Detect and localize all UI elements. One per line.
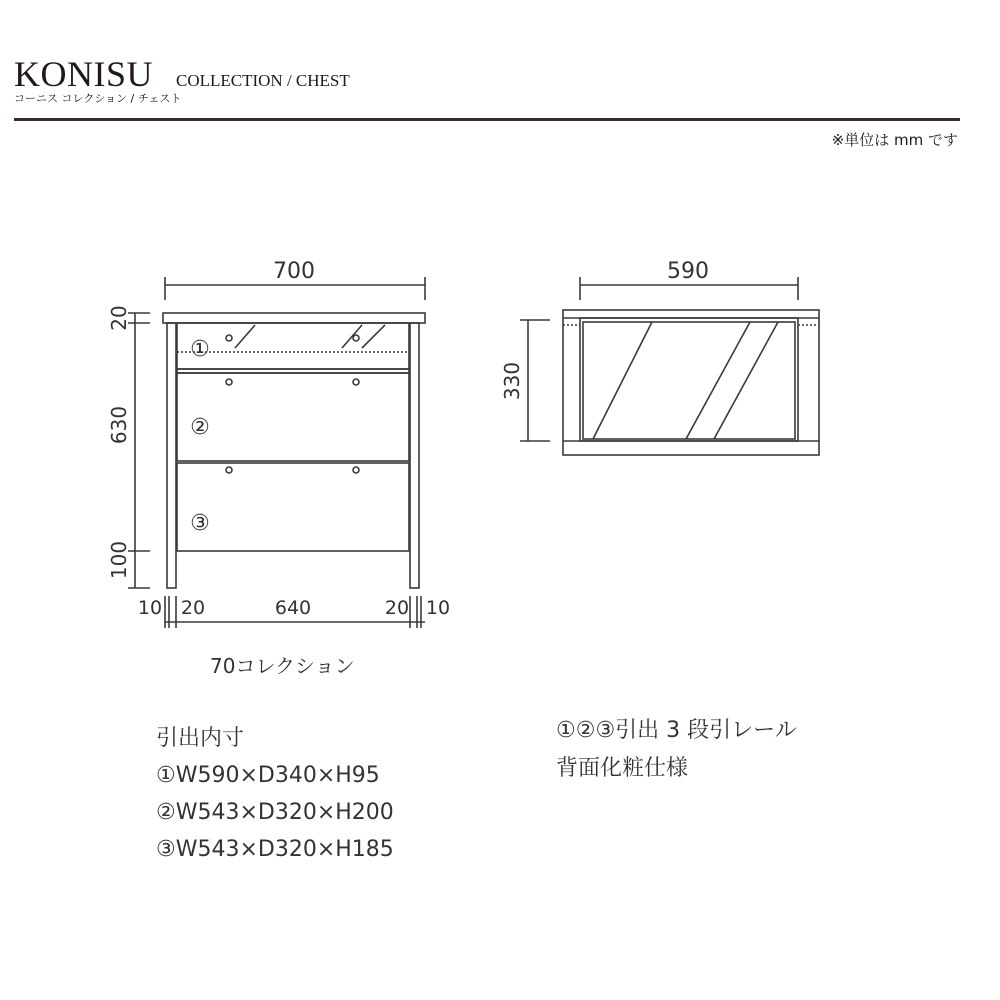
bottom-label-4: 20 xyxy=(384,597,410,619)
model-caption: 70コレクション xyxy=(210,654,355,678)
side-height-label: 330 xyxy=(500,361,524,401)
drawer-inner-dimensions xyxy=(156,720,394,868)
unit-note: ※単位は mm です xyxy=(831,131,958,149)
right-leg xyxy=(410,323,419,588)
drawer-3 xyxy=(177,463,409,551)
top-board xyxy=(163,313,425,323)
base-height-label: 100 xyxy=(107,540,131,580)
bottom-label-3: 640 xyxy=(274,597,312,619)
front-width-label: 700 xyxy=(273,259,315,284)
collection-subtitle: COLLECTION / CHEST xyxy=(176,71,350,90)
spec-line-2: ②W543×D320×H200 xyxy=(156,800,394,825)
feature-back-finish: 背面化粧仕様 xyxy=(556,756,689,781)
brand-title: KONISU xyxy=(14,54,154,94)
spec-line-1: ①W590×D340×H95 xyxy=(156,763,380,788)
front-height-dimensions xyxy=(128,313,150,588)
left-leg xyxy=(167,323,176,588)
top-height-label: 20 xyxy=(107,305,131,331)
drawer-1 xyxy=(177,323,409,373)
body-height-label: 630 xyxy=(107,405,131,445)
drawer-3-number: ③ xyxy=(190,511,210,536)
bottom-label-5: 10 xyxy=(425,597,451,619)
bottom-label-2: 20 xyxy=(180,597,206,619)
drawer-2-number: ② xyxy=(190,415,210,440)
side-depth-label: 590 xyxy=(667,259,709,284)
spec-line-3: ③W543×D320×H185 xyxy=(156,837,394,862)
spec-heading: 引出内寸 xyxy=(156,726,245,751)
drawer-1-number: ① xyxy=(190,337,210,362)
side-height-dimension xyxy=(520,320,550,441)
side-view-frame xyxy=(563,310,819,455)
kana-subtitle: コーニス コレクション / チェスト xyxy=(14,92,182,105)
drawer-2 xyxy=(177,373,409,461)
feature-rails: ①②③引出 3 段引レール xyxy=(556,718,797,743)
bottom-label-1: 10 xyxy=(137,597,163,619)
features-list xyxy=(556,712,797,788)
